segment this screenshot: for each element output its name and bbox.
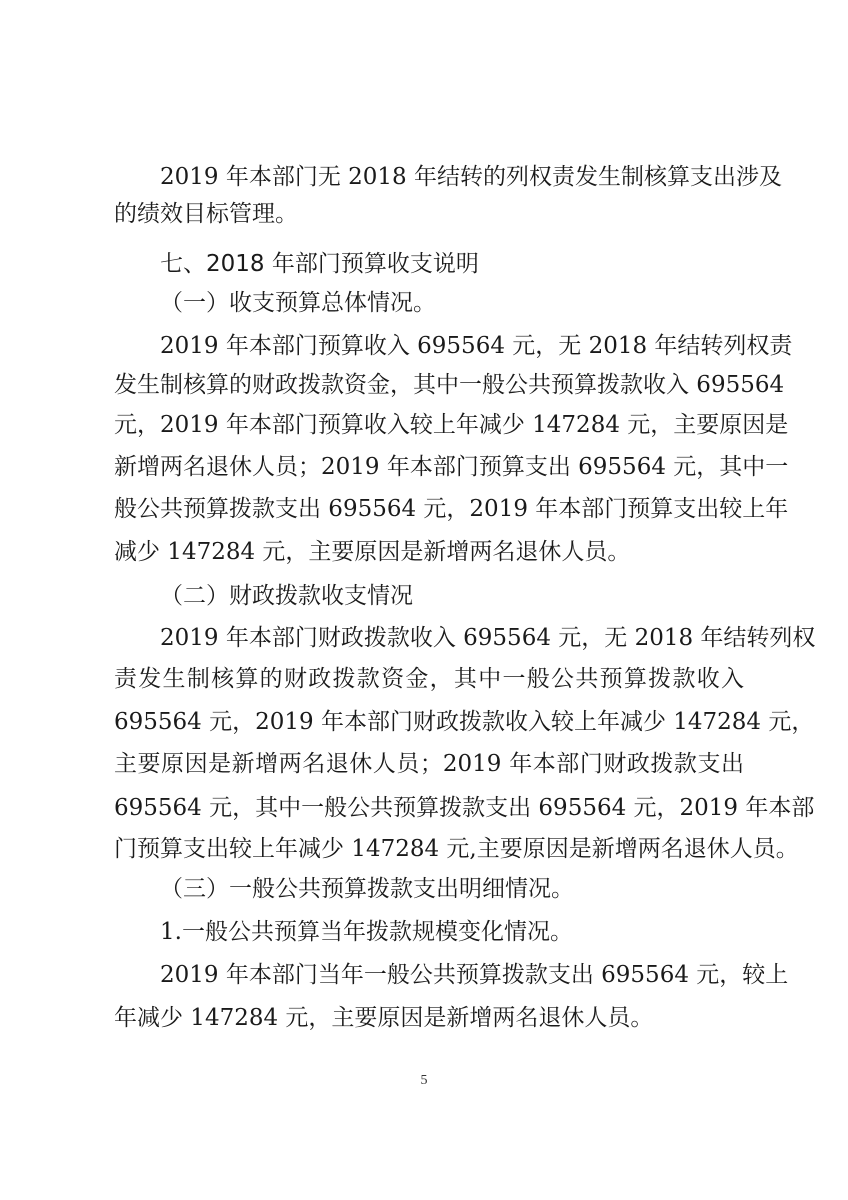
paragraph-line: 责发生制核算的财政拨款资金，其中一般公共预算拨款收入 bbox=[114, 666, 744, 692]
paragraph-line: 新增两名退休人员；2019 年本部门预算支出 695564 元，其中一 bbox=[114, 454, 789, 480]
paragraph-line: 年减少 147284 元，主要原因是新增两名退休人员。 bbox=[114, 1005, 654, 1031]
paragraph-line: 减少 147284 元，主要原因是新增两名退休人员。 bbox=[114, 539, 631, 565]
paragraph-line: 般公共预算拨款支出 695564 元，2019 年本部门预算支出较上年 bbox=[114, 496, 789, 522]
paragraph-line: 发生制核算的财政拨款资金，其中一般公共预算拨款收入 695564 bbox=[114, 372, 785, 398]
subsection-heading: （二）财政拨款收支情况 bbox=[160, 583, 413, 609]
paragraph-line: 695564 元，2019 年本部门财政拨款收入较上年减少 147284 元， bbox=[114, 709, 815, 735]
paragraph-line: 2019 年本部门当年一般公共预算拨款支出 695564 元，较上 bbox=[160, 962, 789, 988]
paragraph-line: 门预算支出较上年减少 147284 元,主要原因是新增两名退休人员。 bbox=[114, 836, 799, 862]
paragraph-line: 主要原因是新增两名退休人员；2019 年本部门财政拨款支出 bbox=[114, 751, 744, 777]
paragraph-line: 的绩效目标管理。 bbox=[114, 201, 298, 227]
page-number: 5 bbox=[420, 1073, 428, 1088]
subsection-heading: （一）收支预算总体情况。 bbox=[160, 290, 436, 316]
paragraph-line: 2019 年本部门无 2018 年结转的列权责发生制核算支出涉及 bbox=[160, 164, 782, 190]
paragraph-line: 695564 元，其中一般公共预算拨款支出 695564 元，2019 年本部 bbox=[114, 795, 815, 821]
paragraph-line: 2019 年本部门财政拨款收入 695564 元，无 2018 年结转列权 bbox=[160, 625, 816, 651]
paragraph-line: 元，2019 年本部门预算收入较上年减少 147284 元，主要原因是 bbox=[114, 412, 789, 438]
subsection-heading: （三）一般公共预算拨款支出明细情况。 bbox=[160, 876, 574, 902]
paragraph-line: 2019 年本部门预算收入 695564 元，无 2018 年结转列权责 bbox=[160, 333, 793, 359]
section-heading: 七、2018 年部门预算收支说明 bbox=[160, 251, 479, 277]
list-item: 1.一般公共预算当年拨款规模变化情况。 bbox=[160, 919, 573, 945]
